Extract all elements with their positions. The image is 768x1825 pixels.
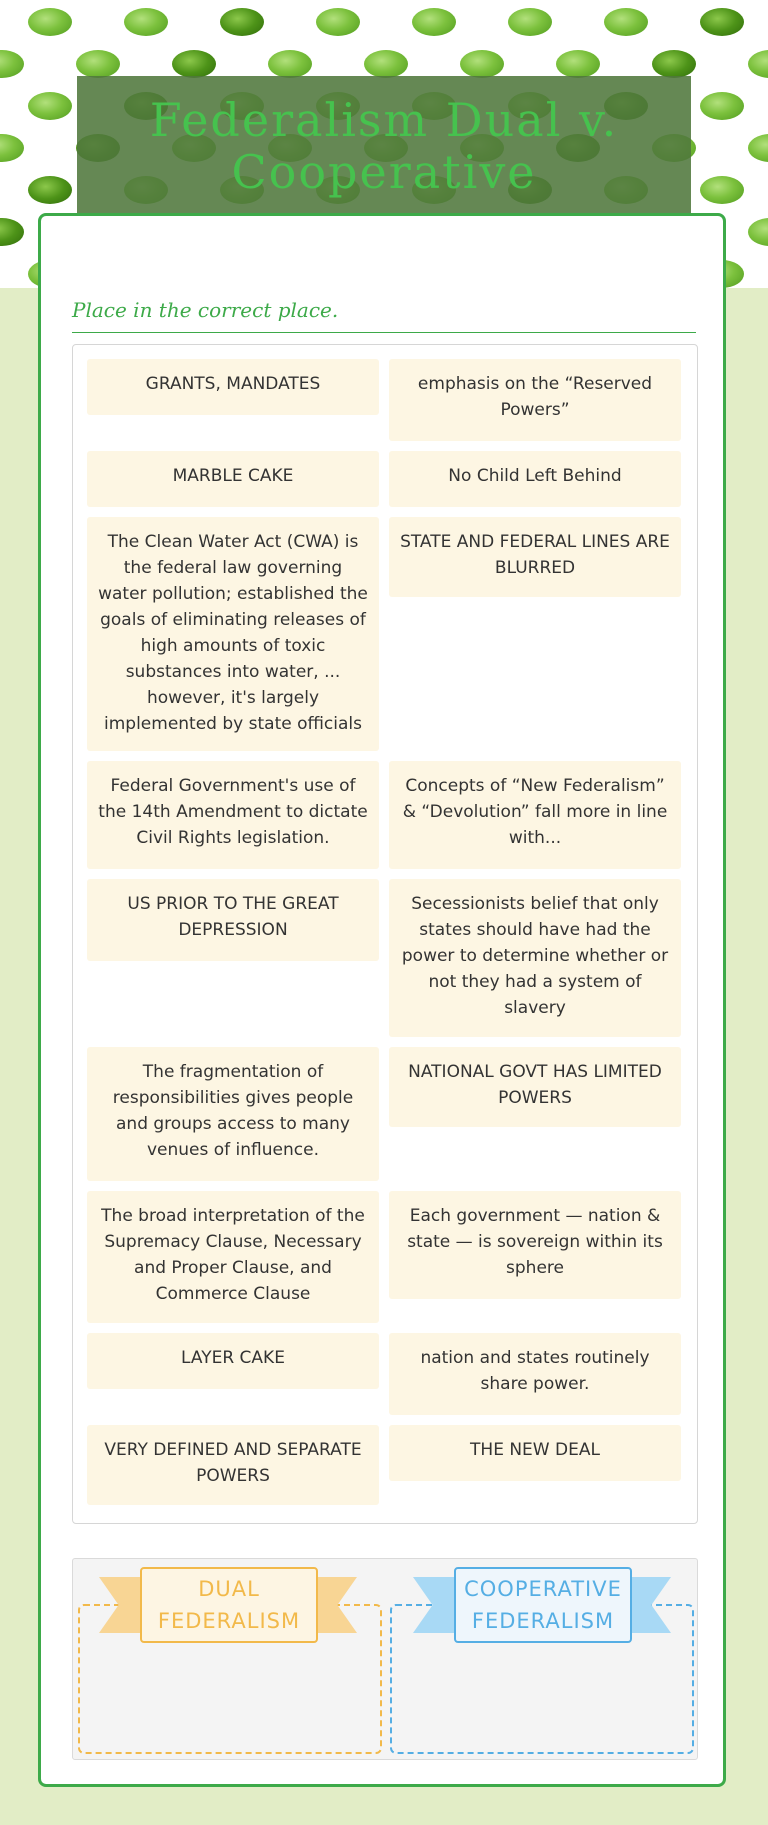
polka-dot: [0, 50, 24, 78]
cooperative-federalism-label: COOPERATIVE FEDERALISM: [454, 1567, 632, 1643]
instruction-text: Place in the correct place.: [72, 298, 696, 333]
drag-item[interactable]: LAYER CAKE: [87, 1333, 379, 1389]
drag-item[interactable]: The broad interpretation of the Supremacy Clause, Necessary and Proper Clause, and Commerce Clause: [87, 1191, 379, 1323]
drag-item[interactable]: US PRIOR TO THE GREAT DEPRESSION: [87, 879, 379, 961]
drag-item[interactable]: The fragmentation of responsibilities gives people and groups access to many venues of influence.: [87, 1047, 379, 1181]
polka-dot: [508, 8, 552, 36]
polka-dot: [748, 134, 768, 162]
drag-item[interactable]: Each government — nation & state — is sovereign within its sphere: [389, 1191, 681, 1299]
page-title: Federalism Dual v. Cooperative: [149, 93, 619, 199]
polka-dot: [700, 8, 744, 36]
polka-dot: [700, 176, 744, 204]
polka-dot: [76, 50, 120, 78]
dual-federalism-label: DUAL FEDERALISM: [140, 1567, 318, 1643]
polka-dot: [364, 50, 408, 78]
polka-dot: [220, 8, 264, 36]
draggable-items-panel: [72, 344, 698, 1524]
polka-dot: [28, 176, 72, 204]
drag-item[interactable]: THE NEW DEAL: [389, 1425, 681, 1481]
drag-item[interactable]: Federal Government's use of the 14th Amendment to dictate Civil Rights legislation.: [87, 761, 379, 869]
polka-dot: [28, 8, 72, 36]
polka-dot: [460, 50, 504, 78]
drag-item[interactable]: VERY DEFINED AND SEPARATE POWERS: [87, 1425, 379, 1505]
title-banner: [77, 76, 691, 216]
drag-item[interactable]: The Clean Water Act (CWA) is the federal law governing water pollution; established the goals of eliminating releases of high amounts of toxic substances into water, ... however, it's largely implemented by state officials: [87, 517, 379, 751]
polka-dot: [28, 92, 72, 120]
drag-item[interactable]: emphasis on the “Reserved Powers”: [389, 359, 681, 441]
drag-item[interactable]: Secessionists belief that only states should have had the power to determine whether or not they had a system of slavery: [389, 879, 681, 1037]
drag-item[interactable]: Concepts of “New Federalism” & “Devolution” fall more in line with...: [389, 761, 681, 869]
drag-item[interactable]: STATE AND FEDERAL LINES ARE BLURRED: [389, 517, 681, 597]
polka-dot: [748, 218, 768, 246]
drag-item[interactable]: nation and states routinely share power.: [389, 1333, 681, 1415]
worksheet-card: [38, 213, 726, 1787]
polka-dot: [124, 8, 168, 36]
polka-dot: [412, 8, 456, 36]
drag-item[interactable]: No Child Left Behind: [389, 451, 681, 507]
polka-dot: [700, 92, 744, 120]
polka-dot: [316, 8, 360, 36]
category-drop-panel: [72, 1558, 698, 1760]
polka-dot: [652, 50, 696, 78]
drag-item[interactable]: GRANTS, MANDATES: [87, 359, 379, 415]
polka-dot: [748, 50, 768, 78]
polka-dot: [556, 50, 600, 78]
drag-item[interactable]: NATIONAL GOVT HAS LIMITED POWERS: [389, 1047, 681, 1127]
polka-dot: [172, 50, 216, 78]
polka-dot: [0, 218, 24, 246]
polka-dot: [268, 50, 312, 78]
polka-dot: [604, 8, 648, 36]
drag-item[interactable]: MARBLE CAKE: [87, 451, 379, 507]
polka-dot: [0, 134, 24, 162]
